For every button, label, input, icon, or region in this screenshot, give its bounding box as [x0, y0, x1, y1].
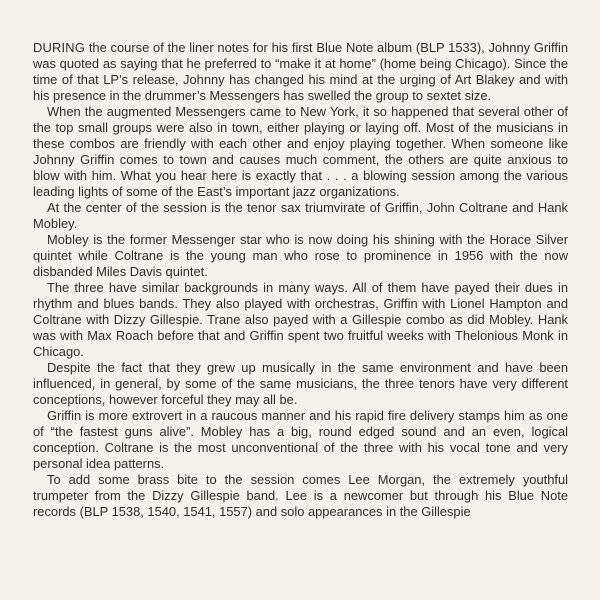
paragraph-5: The three have similar backgrounds in many ways. All of them have payed their dues in rhythm and blues bands. They also played with orchestras, Griffin with Lionel Hampton and Coltrane with Dizzy Gillespie. Trane also payed with a Gillespie combo as did Mobley. Hank was with Max Roach before that and Griffin spent two fruitful weeks with Thelonious Monk in Chicago. — [33, 280, 568, 359]
paragraph-4: Mobley is the former Messenger star who is now doing his shining with the Horace Silver quintet while Coltrane is the young man who rose to prominence in 1956 with the now disbanded Miles Davis quintet. — [33, 232, 568, 279]
paragraph-2: When the augmented Messengers came to New York, it so happened that several other of the top small groups were also in town, either playing or laying off. Most of the musicians in these combos are friendly with each other and enjoy playing together. When someone like Johnny Griffin comes to town and causes much comment, the others are quite anxious to blow with him. What you hear here is exactly that . . . a blowing session among the various leading lights of some of the East’s important jazz organizations. — [33, 104, 568, 199]
paragraph-7: Griffin is more extrovert in a raucous manner and his rapid fire delivery stamps him as one of “the fastest guns alive”. Mobley has a big, round edged sound and an even, logical conception. Coltrane is the most unconventional of the three with his vocal tone and very personal idea patterns. — [33, 408, 568, 471]
paragraph-3: At the center of the session is the tenor sax triumvirate of Griffin, John Coltrane and Hank Mobley. — [33, 200, 568, 231]
paragraph-1 — [33, 40, 568, 104]
paragraph-6: Despite the fact that they grew up musically in the same environment and have been influenced, in general, by some of the same musicians, the three tenors have very different conceptions, however forceful they may all be. — [33, 360, 568, 407]
paragraph-8: To add some brass bite to the session comes Lee Morgan, the extremely youthful trumpeter from the Dizzy Gillespie band. Lee is a newcomer but through his Blue Note records (BLP 1538, 1540, 1541, 1557) and solo appearances in the Gillespie — [33, 472, 568, 519]
paragraph-1-text: the course of the liner notes for his first Blue Note album (BLP 1533), Johnny Griffin was quoted as saying that he preferred to “make it at home” (home being Chicago). Since the time of that LP’s release, Johnny has changed his mind at the urging of Art Blakey and with his presence in the drummer’s Messengers has swelled the group to sextet size. — [33, 40, 568, 103]
lead-word: DURING — [33, 40, 86, 55]
